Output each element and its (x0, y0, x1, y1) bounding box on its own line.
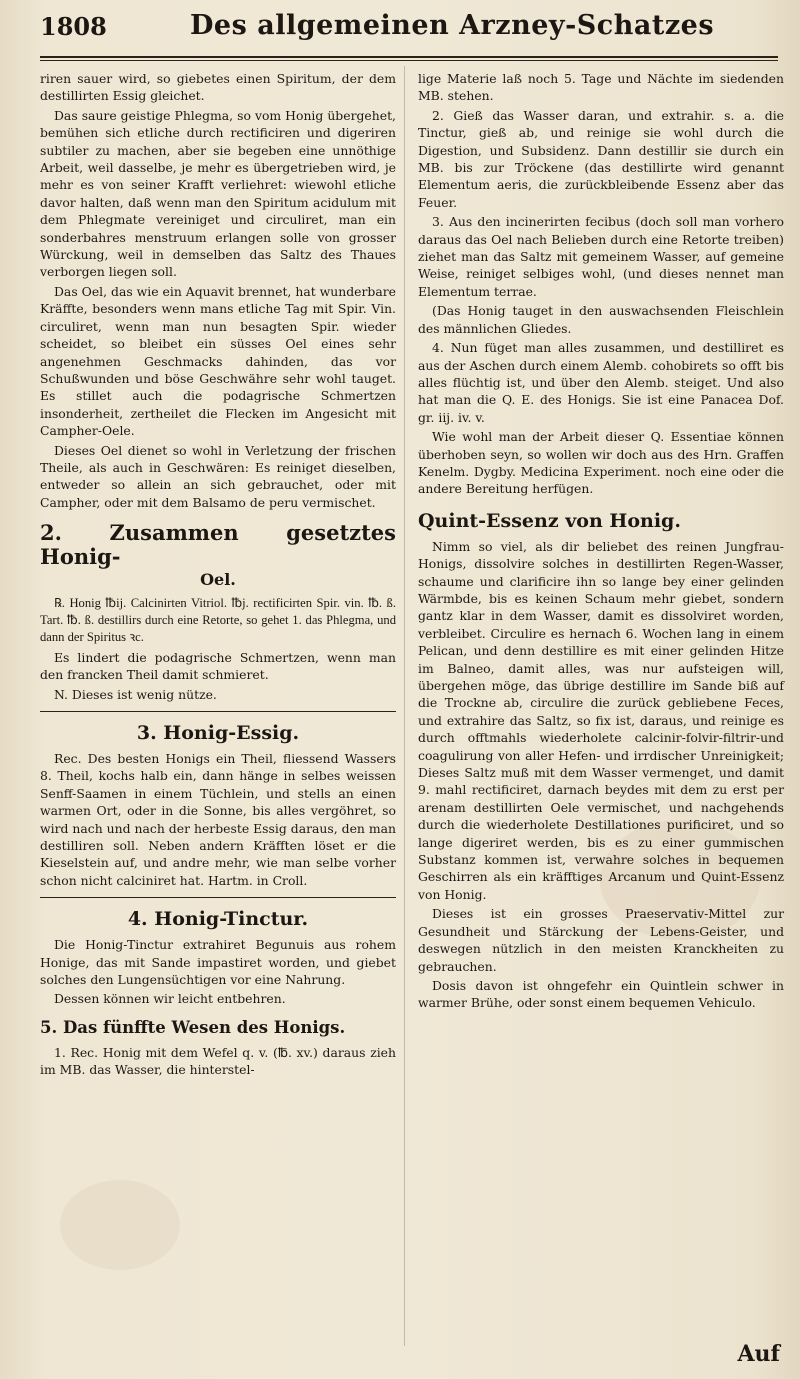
paragraph: 2. Gieß das Wasser daran, und extrahir. s. a. die Tinctur, gieß ab, und reinige sie wohl durch die Digestion, und Subsidenz. Dann destillir sie durch ein MB. bis zur Tröckene (das destillirte wird genannt Elementum aeris, die zurückbleibende Essenz aber das Feuer. (418, 107, 784, 210)
note: N. Dieses ist wenig nütze. (54, 686, 217, 702)
paragraph: Die Honig-Tinctur extrahiret Begunuis aus rohem Honige, das mit Sande impastiret worden, und giebet solches den Lungensüchtigen vor eine Nahrung. (40, 937, 396, 988)
paragraph: Das saure geistige Phlegma, so vom Honig übergehet, bemühen sich etliche durch rectificiren und digeriren subtiler zu machen, aber sie begeben eine unnöthige Arbeit, weil dasselbe, je mehr es übergetrieben wird, je mehr es von seiner Krafft verliehret: wiewohl etliche davor halten, daß wenn man den Spiritum acidulum mit dem Phlegmate vereiniget und circuliret, man ein sonderbahres menstruum erlangen solle von grosser Würckung, weil in demselben das Saltz des Thaues verborgen liegen soll. (40, 107, 396, 280)
paragraph: Das Oel, das wie ein Aquavit brennet, hat wunderbare Kräffte, besonders wenn mans etliche Tag mit Spir. Vin. circuliret, wenn man nun besagten Spir. wieder scheidet, so bleibet ein süsses Oel eines sehr angenehmen Geschmacks dahinden, das vor Schußwunden und böse Geschwähre sehr wohl tauget. Es stillet auch die podagrische Schmertzen insonderheit, zertheilet die Flecken im Angesicht mit Campher-Oele. (40, 283, 396, 439)
catchword: Auf (737, 1341, 780, 1367)
paragraph: lige Materie laß noch 5. Tage und Nächte im siedenden MB. stehen. (418, 71, 784, 104)
paragraph: Nimm so viel, als dir beliebet des reinen Jungfrau-Honigs, dissolvire solches in destillirten Regen-Wasser, schaume und clarificire ihn so lange bey einer gelinden Wärmbde, bis es keinen Schaum mehr giebet, sondern gantz klar in dem Wasser, damit es dissolviret worden, verbleibet. Circulire es hernach 6. Wochen lang in einem Pelican, und denn destillire es mit einer gelinden Hitze im Balneo, damit alles, was nur aufsteigen will, übergehen möge, das übrige destillire im Sande biß auf die Trockne ab, circulire die zurück gebliebene Feces, und extrahire das Saltz, so fix ist, daraus, und reinige es durch offtmahls wiederholete calcinir-folvir-filtrir-und coagulirung von aller Hefen- und irrdischer Unreinigkeit; Dieses Saltz muß mit dem Wasser vermenget, und damit 9. mahl rectificiret, darnach beydes mit dem zu erst per arenam destillirten Oele vermischet, und nachgehends durch die wiederholete Destillationes purificiret, und so lange digeriret werden, bis es zu einer gummischen Substanz kommen ist, verwahre solches in bequemen Geschirren als ein kräfftiges Arcanum und Quint-Essenz von Honig. (418, 538, 784, 902)
section-rule (40, 711, 396, 712)
recipe-text: ℞. Honig ℔ij. Calcinirten Vitriol. ℔j. rectificirten Spir. vin. ℔. ß. Tart. ℔. ß. destillirs durch eine Retorte, so gehet 1. das Phlegma, und dann der Spiritus ꝛc. (40, 595, 396, 645)
header-rule (40, 56, 778, 58)
paragraph: (Das Honig tauget in den auswachsenden Fleischlein des männlichen Gliedes. (418, 303, 784, 336)
column-divider (404, 66, 405, 1346)
right-column (418, 70, 784, 1014)
paragraph: Es lindert die podagrische Schmertzen, wenn man den francken Theil damit schmieret. (40, 649, 396, 683)
paragraph: 3. Aus den incinerirten fecibus (doch soll man vorhero daraus das Oel nach Belieben durch eine Retorte treiben) ziehet man das Saltz mit gemeinem Wasser, auf gemeine Weise, reiniget selbiges wohl, (und dieses nennet man Elementum terrae. (418, 214, 784, 299)
header-rule-thin (40, 60, 778, 61)
section-rule (40, 897, 396, 898)
paragraph: Dieses ist ein grosses Praeservativ-Mittel zur Gesundheit und Stärckung der Lebens-Geister, und deswegen nützlich in den meisten Kranckheiten zu gebrauchen. (418, 906, 784, 974)
paragraph: Dosis davon ist ohngefehr ein Quintlein schwer in warmer Brühe, oder sonst einem bequemen Vehiculo. (418, 977, 784, 1011)
section-heading-3: 3. Honig-Essig. (136, 722, 300, 744)
paragraph: 4. Nun füget man alles zusammen, und destilliret es aus der Aschen durch einem Alemb. cohobirets so offt bis alles flüchtig ist, und über den Alemb. steiget. Und also hat man die Q. E. des Honigs. Sie ist eine Panacea Dof. gr. iij. iv. v. (418, 340, 784, 425)
section-heading-2: 2. Zusammen gesetztes Honig- (40, 520, 396, 570)
quint-essenz-heading: Quint-Essenz von Honig. (418, 509, 681, 532)
running-title: Des allgemeinen Arzney-Schatzes (190, 10, 715, 41)
paragraph: 1. Rec. Honig mit dem Wefel q. v. (℔. xv.) daraus zieh im MB. das Wasser, die hinterstel- (40, 1044, 396, 1078)
paragraph: Wie wohl man der Arbeit dieser Q. Essentiae können überhoben seyn, so wollen wir doch aus des Hrn. Graffen Kenelm. Dygby. Medicina Experiment. noch eine oder die andere Bereitung herfügen. (418, 429, 784, 497)
left-column (40, 70, 396, 1081)
section-heading-5: 5. Das fünffte Wesen des Honigs. (40, 1017, 346, 1037)
page-header (40, 10, 780, 54)
paragraph: Dieses Oel dienet so wohl in Verletzung der frischen Theile, als auch in Geschwären: Es reiniget dieselben, entweder so allein an sich gebrauchet, oder mit Campher, oder mit dem Balsamo de peru vermischet. (40, 442, 396, 510)
section-heading-2-sub: Oel. (200, 570, 236, 590)
note: Dessen können wir leicht entbehren. (54, 991, 286, 1007)
paragraph: riren sauer wird, so giebetes einen Spiritum, der dem destillirten Essig gleichet. (40, 71, 396, 104)
section-heading-4: 4. Honig-Tinctur. (127, 908, 309, 931)
paragraph: Rec. Des besten Honigs ein Theil, fliessend Wassers 8. Theil, kochs halb ein, dann hänge in selbes weissen Senff-Saamen in einem Tüchlein, und stells an einen warmen Ort, oder in die Sonne, bis alles vergöhret, so wird nach und nach der herbeste Essig daraus, den man destilliren soll. Neben andern Kräfften löset er die Kieselstein auf, und andre mehr, wie man selbe vorher schon nicht calciniret hat. Hartm. in Croll. (40, 751, 396, 888)
page-number: 1808 (40, 12, 107, 41)
paper-stain (60, 1180, 180, 1270)
